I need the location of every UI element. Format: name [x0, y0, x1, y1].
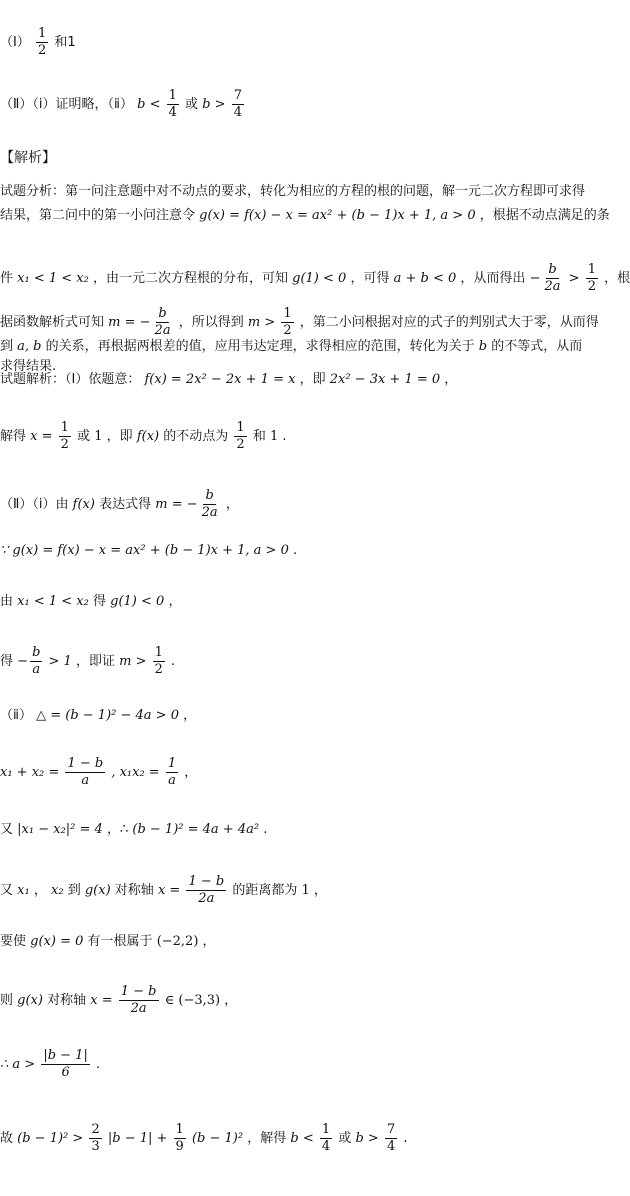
- fraction: $\frac{1}{4}$: [321, 1122, 331, 1154]
- analysis-line-2: 结果，第二问中的第一小问注意令 g(x) = f(x) − x = ax² + (b − 1)x + 1, a > 0 ，根据不动点满足的条: [0, 208, 610, 223]
- answer-part1: [0, 26, 76, 59]
- fraction: $\frac{1}{2}$: [60, 420, 69, 452]
- fraction: $\frac{1}{2}$: [236, 420, 245, 452]
- sol-l5: 由 x₁ < 1 < x₂ 得 g(1) < 0 ，: [0, 594, 182, 609]
- fraction: $\frac{b}{2a}$: [201, 488, 218, 520]
- sol-l2: 解得 x = $\frac{1}{2}$ 或 1 ，即 f(x) 的不动点为 $\frac{1}{2}$ 和 1 .: [0, 420, 287, 452]
- fraction: $\frac{7}{4}$: [386, 1122, 396, 1154]
- sol-l11: 要使 g(x) = 0 有一根属于 (−2,2) ，: [0, 934, 216, 949]
- sol-l9: 又 |x₁ − x₂|² = 4 ，∴ (b − 1)² = 4a + 4a² .: [0, 822, 268, 837]
- sol-l10: 又 x₁ ， x₂ 到 g(x) 对称轴 x = $\frac{1 - b}{2a}$ 的距离都为 1 ，: [0, 874, 327, 906]
- section-heading: 【解析】: [0, 150, 56, 166]
- sol-l12: 则 g(x) 对称轴 x = $\frac{1 - b}{2a}$ ∈ (−3,3) ，: [0, 984, 238, 1016]
- sol-l6: 得 − $\frac{b}{a}$ > 1 ，即证 m > $\frac{1}{2}$ .: [0, 645, 176, 677]
- sol-l14: 故 (b − 1)² > $\frac{2}{3}$ |b − 1| + $\frac{1}{9}$ (b − 1)² ，解得 b < $\frac{1}{4}$ 或 b > $\frac{7}{4}$ .: [0, 1122, 408, 1154]
- fraction: $\frac{1}{2}$: [37, 26, 47, 58]
- analysis-line-1: 试题分析：第一问注意题中对不动点的要求，转化为相应的方程的根的问题，解一元二次方程即可求得: [0, 184, 586, 199]
- sol-l4: ∵ g(x) = f(x) − x = ax² + (b − 1)x + 1, a > 0 .: [0, 543, 298, 558]
- fraction: $\frac{1 - b}{a}$: [67, 756, 104, 788]
- fraction: $\frac{1}{4}$: [168, 88, 177, 120]
- answer-part2-label: （Ⅱ）（ⅰ）证明略，（ⅱ）: [0, 97, 133, 112]
- sol-l3: （Ⅱ）（ⅰ）由 f(x) 表达式得 m = − $\frac{b}{2a}$ ，: [0, 488, 239, 520]
- fraction: $\frac{1}{2}$: [283, 306, 292, 338]
- fraction: $\frac{b}{a}$: [32, 645, 41, 677]
- analysis-line-6: 求得结果.: [0, 359, 57, 374]
- sol-l13: ∴ a > $\frac{|b - 1|}{6}$ .: [0, 1048, 101, 1080]
- fraction: $\frac{b}{2a}$: [544, 262, 561, 294]
- fraction: $\frac{1}{a}$: [167, 756, 177, 788]
- fraction: $\frac{|b - 1|}{6}$: [43, 1048, 88, 1080]
- analysis-line-3: 件 x₁ < 1 < x₂ ，由一元二次方程根的分布，可知 g(1) < 0 ，可得 a + b < 0 ，从而得出 − $\frac{b}{2a}$ > $\frac{1}{2}$ ，根: [0, 262, 630, 294]
- fraction: $\frac{1}{2}$: [587, 262, 596, 294]
- fraction: $\frac{1}{9}$: [175, 1122, 184, 1154]
- fraction: $\frac{1}{2}$: [154, 645, 163, 677]
- sol-l1: 试题解析：（Ⅰ）依题意： f(x) = 2x² − 2x + 1 = x ，即 2x² − 3x + 1 = 0 ，: [0, 372, 458, 387]
- answer-part1-label: （Ⅰ）: [0, 35, 30, 50]
- sol-l8: x₁ + x₂ = $\frac{1 - b}{a}$ , x₁x₂ = $\frac{1}{a}$ ，: [0, 756, 198, 788]
- answer-part2: （Ⅱ）（ⅰ）证明略，（ⅱ） b < $\frac{1}{4}$ 或 b > $\frac{7}{4}$: [0, 88, 242, 120]
- fraction: $\frac{1 - b}{2a}$: [188, 874, 225, 906]
- analysis-line-4: 据函数解析式可知 m = − $\frac{b}{2a}$ ，所以得到 m > $\frac{1}{2}$ ，第二小问根据对应的式子的判别式大于零，从而得: [0, 306, 599, 338]
- fraction: $\frac{b}{2a}$: [154, 306, 171, 338]
- answer-part1-tail: 和1: [54, 35, 76, 50]
- analysis-line-5: 到 a, b 的关系，再根据两根差的值，应用韦达定理，求得相应的范围，转化为关于 b 的不等式，从而: [0, 339, 583, 354]
- fraction: $\frac{7}{4}$: [233, 88, 242, 120]
- fraction: $\frac{2}{3}$: [91, 1122, 100, 1154]
- fraction: $\frac{1 - b}{2a}$: [120, 984, 157, 1016]
- sol-l7: （ⅱ） △ = (b − 1)² − 4a > 0 ，: [0, 708, 197, 723]
